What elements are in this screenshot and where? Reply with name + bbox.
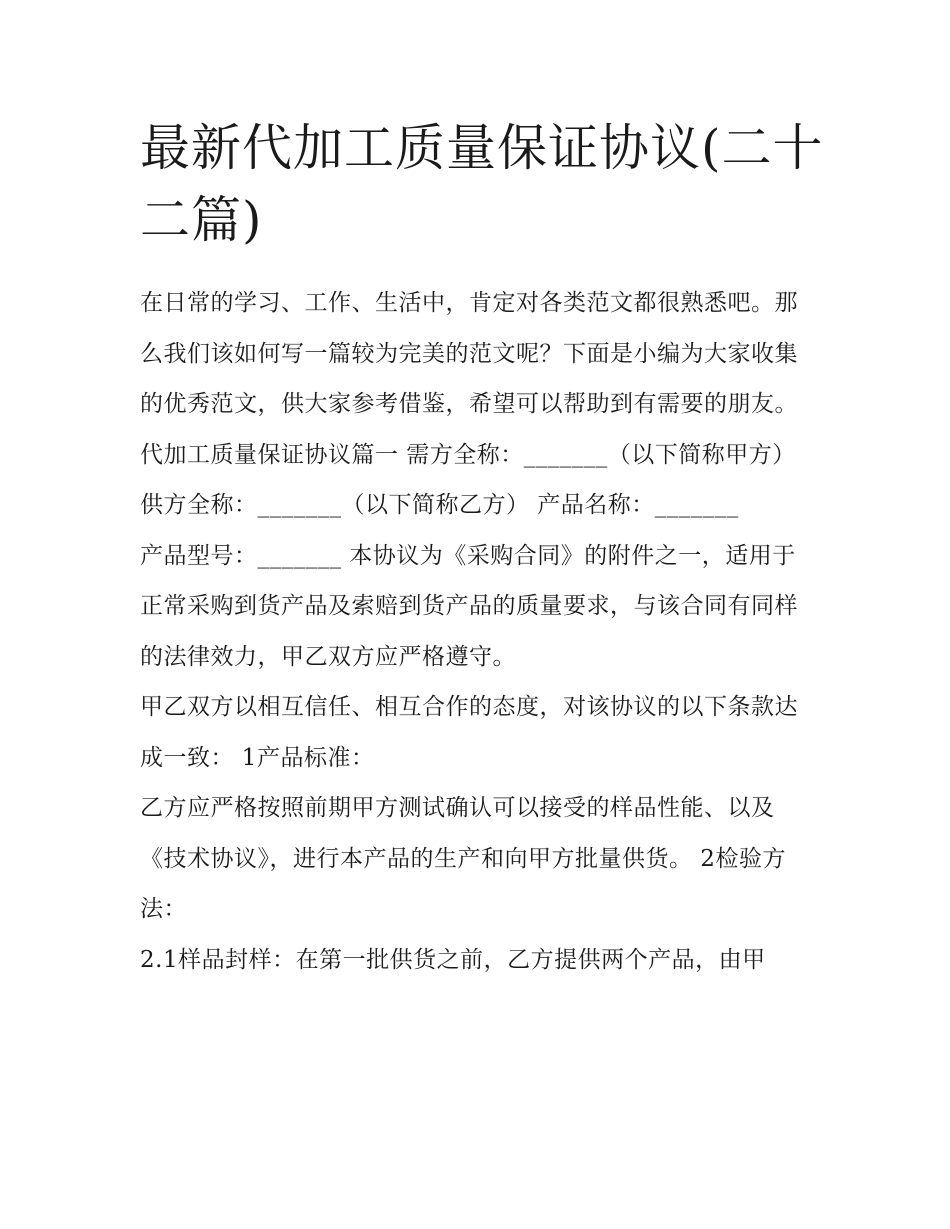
paragraph-product-model: 产品型号：_______ 本协议为《采购合同》的附件之一，适用于正常采购到货产品及索赔到货产品的质量要求，与该合同有同样的法律效力，甲乙双方应严格遵守。 (140, 542, 798, 670)
paragraph-intro: 在日常的学习、工作、生活中，肯定对各类范文都很熟悉吧。那么我们该如何写一篇较为完美的范文呢？下面是小编为大家收集的优秀范文，供大家参考借鉴，希望可以帮助到有需要的朋友。 (140, 290, 798, 417)
document-title: 最新代加工质量保证协议(二十二篇) (140, 119, 824, 249)
document-body (140, 278, 815, 985)
paragraph-sample-sealing: 2.1样品封样：在第一批供货之前，乙方提供两个产品，由甲 (140, 946, 766, 973)
paragraph-agreement: 甲乙双方以相互信任、相互合作的态度，对该协议的以下条款达成一致： 1产品标准： (140, 694, 798, 771)
paragraph-standards: 乙方应严格按照前期甲方测试确认可以接受的样品性能、以及《技术协议》，进行本产品的生产和向甲方批量供货。 2检验方法： (140, 795, 786, 922)
paragraph-parties: 代加工质量保证协议篇一 需方全称：_______（以下简称甲方） 供方全称：_______（以下简称乙方） 产品名称：_______ (140, 441, 804, 518)
